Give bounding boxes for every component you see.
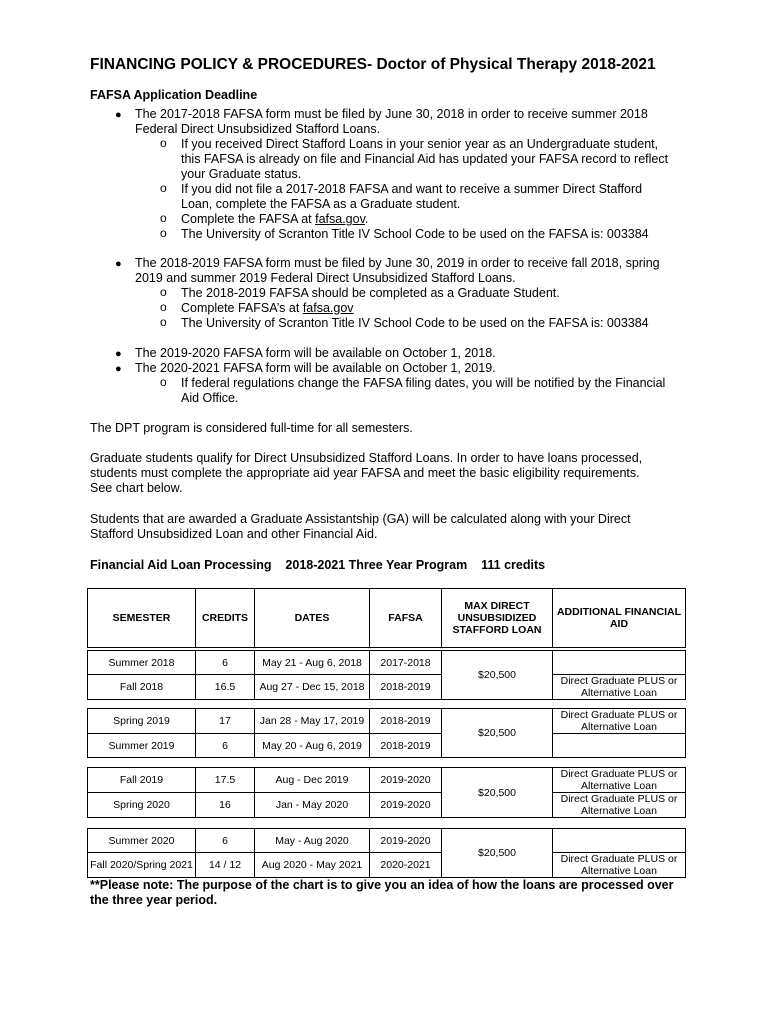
cell-credits: 16.5 xyxy=(196,675,255,700)
loan-table-header xyxy=(87,588,686,648)
cell-max-loan: $20,500 xyxy=(442,829,553,878)
block1-sub2-line2: Loan, complete the FAFSA as a Graduate student. xyxy=(181,197,461,211)
header-additional-aid: ADDITIONAL FINANCIAL AID xyxy=(553,589,686,648)
cell-additional-aid xyxy=(553,829,686,853)
circle-bullet-icon: o xyxy=(160,285,167,299)
paragraph-ga-line2: Stafford Unsubsidized Loan and other Financial Aid. xyxy=(90,527,378,541)
circle-bullet-icon: o xyxy=(160,136,167,150)
cell-additional-aid: Direct Graduate PLUS or Alternative Loan xyxy=(553,793,686,818)
cell-semester: Summer 2018 xyxy=(88,651,196,675)
table-row xyxy=(88,675,686,700)
block2-sub3: The University of Scranton Title IV School Code to be used on the FAFSA is: 003384 xyxy=(181,316,649,330)
block1-sub1-line2: this FAFSA is already on file and Financial Aid has updated your FAFSA record to reflect xyxy=(181,152,669,166)
paragraph-full-time: The DPT program is considered full-time for all semesters. xyxy=(90,421,413,435)
cell-fafsa: 2019-2020 xyxy=(370,793,442,818)
circle-bullet-icon: o xyxy=(160,375,167,389)
cell-dates: Aug 2020 - May 2021 xyxy=(255,853,370,878)
cell-additional-aid: Direct Graduate PLUS or Alternative Loan xyxy=(553,709,686,734)
block3-bullet1: The 2019-2020 FAFSA form will be available on October 1, 2018. xyxy=(135,346,496,360)
circle-bullet-icon: o xyxy=(160,315,167,329)
header-max-loan: MAX DIRECT UNSUBSIDIZED STAFFORD LOAN xyxy=(442,589,553,648)
cell-fafsa: 2017-2018 xyxy=(370,651,442,675)
cell-max-loan: $20,500 xyxy=(442,709,553,758)
cell-max-loan: $20,500 xyxy=(442,768,553,818)
header-semester: SEMESTER xyxy=(88,589,196,648)
circle-bullet-icon: o xyxy=(160,226,167,240)
circle-bullet-icon: o xyxy=(160,181,167,195)
cell-fafsa: 2018-2019 xyxy=(370,709,442,734)
header-credits: CREDITS xyxy=(196,589,255,648)
fafsa-link[interactable]: fafsa.gov xyxy=(302,301,354,315)
cell-fafsa: 2018-2019 xyxy=(370,675,442,700)
cell-credits: 17.5 xyxy=(196,768,255,793)
cell-credits: 14 / 12 xyxy=(196,853,255,878)
table-row xyxy=(88,793,686,818)
block2-sub1: The 2018-2019 FAFSA should be completed as a Graduate Student. xyxy=(181,286,560,300)
cell-dates: Aug - Dec 2019 xyxy=(255,768,370,793)
fafsa-link[interactable]: fafsa.gov xyxy=(315,212,365,226)
block1-sub1-line3: your Graduate status. xyxy=(181,167,302,181)
block1-sub1-line1: If you received Direct Stafford Loans in your senior year as an Undergraduate student, xyxy=(181,137,659,151)
cell-dates: May - Aug 2020 xyxy=(255,829,370,853)
block3-bullet2: The 2020-2021 FAFSA form will be available on October 1, 2019. xyxy=(135,361,496,375)
cell-dates: Jan - May 2020 xyxy=(255,793,370,818)
cell-credits: 17 xyxy=(196,709,255,734)
cell-semester: Fall 2018 xyxy=(88,675,196,700)
block3-sub1-line2: Aid Office. xyxy=(181,391,239,405)
cell-max-loan: $20,500 xyxy=(442,651,553,700)
cell-fafsa: 2019-2020 xyxy=(370,768,442,793)
cell-credits: 6 xyxy=(196,651,255,675)
block1-sub4: The University of Scranton Title IV School Code to be used on the FAFSA is: 003384 xyxy=(181,227,649,241)
cell-semester: Fall 2019 xyxy=(88,768,196,793)
bullet-icon: ● xyxy=(115,258,122,270)
table-row xyxy=(88,768,686,793)
page-title: FINANCING POLICY & PROCEDURES- Doctor of Physical Therapy 2018-2021 xyxy=(90,56,656,73)
cell-semester: Spring 2020 xyxy=(88,793,196,818)
cell-credits: 16 xyxy=(196,793,255,818)
cell-fafsa: 2018-2019 xyxy=(370,734,442,758)
cell-additional-aid: Direct Graduate PLUS or Alternative Loan xyxy=(553,768,686,793)
bullet-icon: ● xyxy=(115,109,122,121)
table-row xyxy=(88,734,686,758)
cell-semester: Fall 2020/Spring 2021 xyxy=(88,853,196,878)
bullet-icon: ● xyxy=(115,363,122,375)
cell-dates: May 21 - Aug 6, 2018 xyxy=(255,651,370,675)
block2-bullet-line2: 2019 and summer 2019 Federal Direct Unsubsidized Stafford Loans. xyxy=(135,271,516,285)
fafsa-heading: FAFSA Application Deadline xyxy=(90,88,258,102)
chart-note: **Please note: The purpose of the chart is to give you an idea of how the loans are processed over the three year period. xyxy=(90,878,674,907)
cell-additional-aid: Direct Graduate PLUS or Alternative Loan xyxy=(553,675,686,700)
cell-additional-aid: Direct Graduate PLUS or Alternative Loan xyxy=(553,853,686,878)
cell-additional-aid xyxy=(553,651,686,675)
cell-dates: Jan 28 - May 17, 2019 xyxy=(255,709,370,734)
paragraph-eligibility-line2: students must complete the appropriate aid year FAFSA and meet the basic eligibility requirements. xyxy=(90,466,640,480)
cell-semester: Summer 2020 xyxy=(88,829,196,853)
table-row xyxy=(88,829,686,853)
cell-fafsa: 2019-2020 xyxy=(370,829,442,853)
cell-credits: 6 xyxy=(196,829,255,853)
paragraph-eligibility-line3: See chart below. xyxy=(90,481,183,495)
paragraph-ga-line1: Students that are awarded a Graduate Assistantship (GA) will be calculated along with your Direct xyxy=(90,512,631,526)
cell-dates: Aug 27 - Dec 15, 2018 xyxy=(255,675,370,700)
cell-dates: May 20 - Aug 6, 2019 xyxy=(255,734,370,758)
block2-bullet-line1: The 2018-2019 FAFSA form must be filed by June 30, 2019 in order to receive fall 2018, spring xyxy=(135,256,660,270)
header-fafsa: FAFSA xyxy=(370,589,442,648)
loan-table-group xyxy=(87,767,686,818)
bullet-icon: ● xyxy=(115,348,122,360)
block1-bullet-line1: The 2017-2018 FAFSA form must be filed by June 30, 2018 in order to receive summer 2018 xyxy=(135,107,648,121)
block1-sub2-line1: If you did not file a 2017-2018 FAFSA and want to receive a summer Direct Stafford xyxy=(181,182,643,196)
cell-semester: Spring 2019 xyxy=(88,709,196,734)
cell-semester: Summer 2019 xyxy=(88,734,196,758)
block2-sub2: Complete FAFSA’s at fafsa.gov xyxy=(181,301,354,315)
cell-fafsa: 2020-2021 xyxy=(370,853,442,878)
cell-additional-aid xyxy=(553,734,686,758)
circle-bullet-icon: o xyxy=(160,300,167,314)
block1-bullet-line2: Federal Direct Unsubsidized Stafford Loans. xyxy=(135,122,381,136)
loan-processing-heading: Financial Aid Loan Processing 2018-2021 Three Year Program 111 credits xyxy=(90,558,546,572)
header-dates: DATES xyxy=(255,589,370,648)
table-row xyxy=(88,651,686,675)
table-row xyxy=(88,853,686,878)
block3-sub1-line1: If federal regulations change the FAFSA filing dates, you will be notified by the Financial xyxy=(181,376,666,390)
block1-sub3: Complete the FAFSA at fafsa.gov. xyxy=(181,212,369,226)
loan-table-group xyxy=(87,828,686,878)
table-row xyxy=(88,709,686,734)
paragraph-eligibility-line1: Graduate students qualify for Direct Unsubsidized Stafford Loans. In order to have loans processed, xyxy=(90,451,643,465)
loan-table-group xyxy=(87,708,686,758)
cell-credits: 6 xyxy=(196,734,255,758)
circle-bullet-icon: o xyxy=(160,211,167,225)
loan-table-group xyxy=(87,650,686,700)
